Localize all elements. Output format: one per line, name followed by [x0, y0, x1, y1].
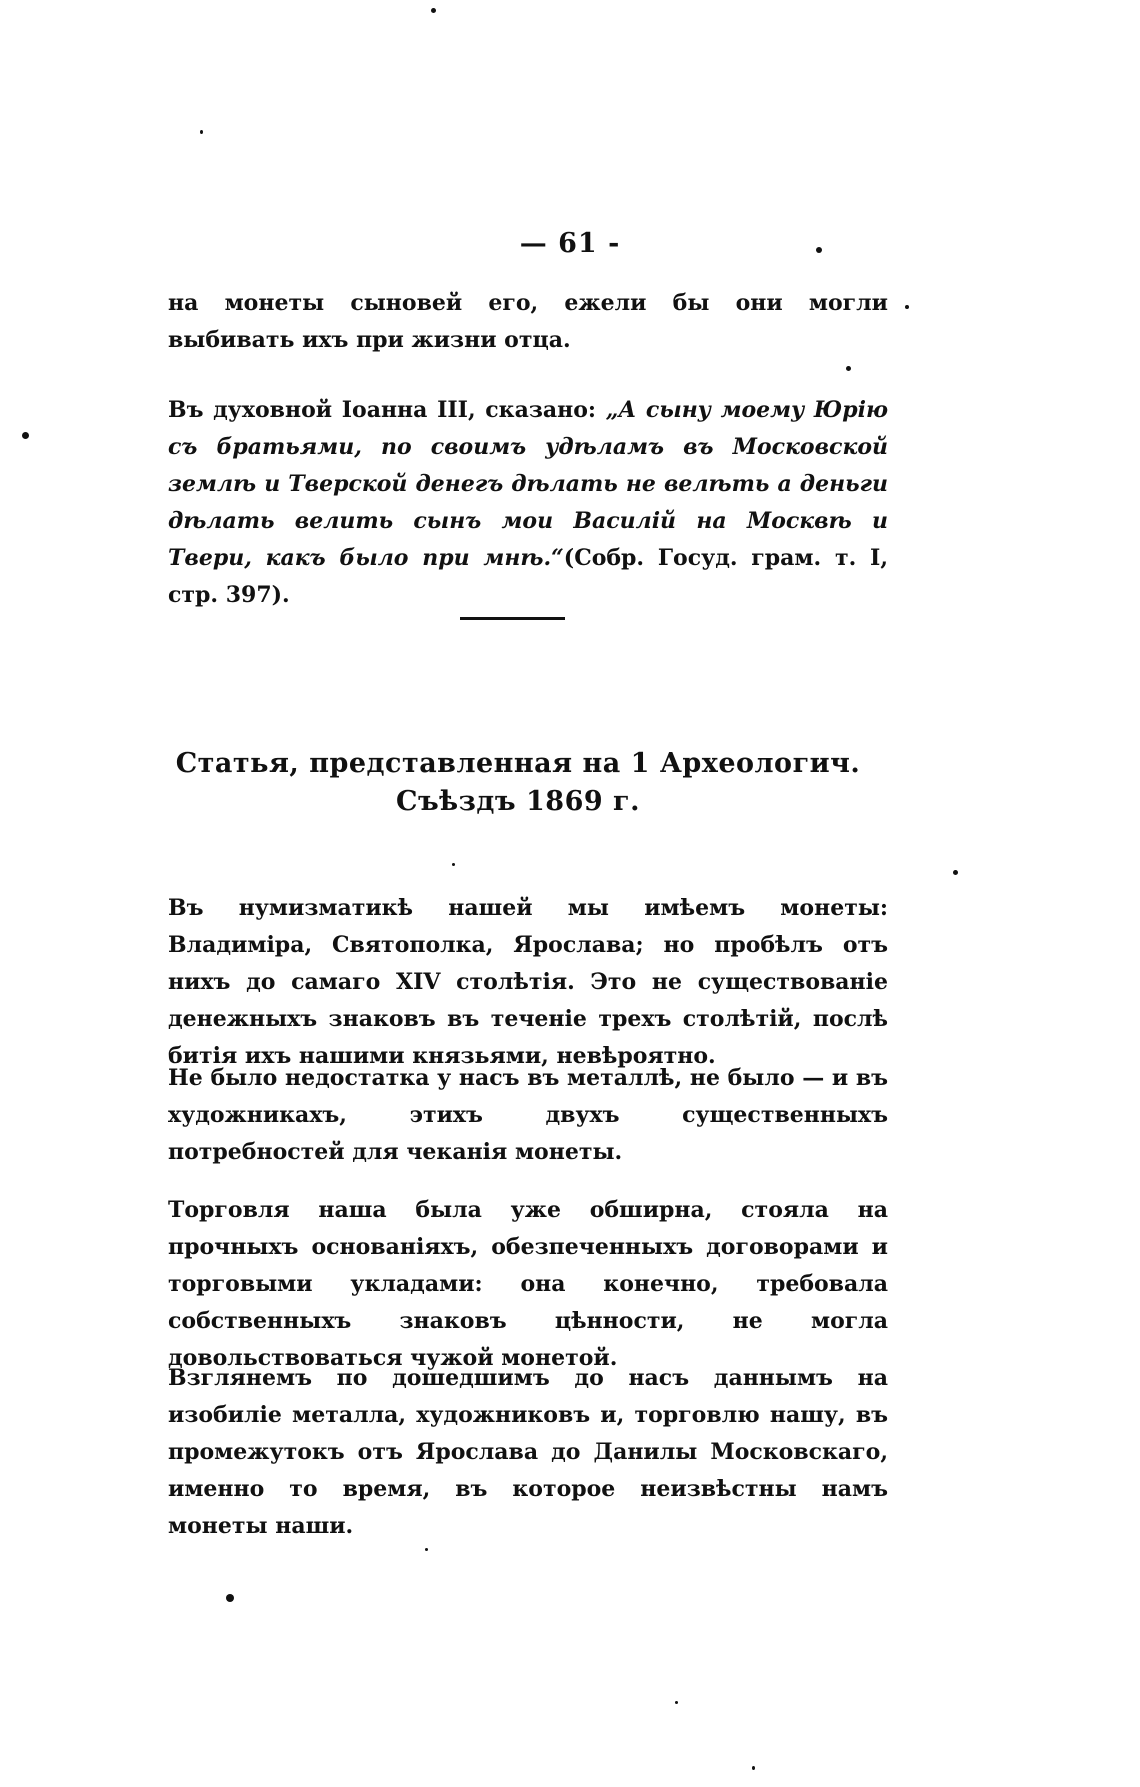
paragraph-text: Въ нумизматикѣ нашей мы имѣемъ монеты: Владиміра, Святополка, Ярослава; но пробѣлъ отъ нихъ до самаго XIV столѣтія. Это не существованіе денежныхъ знаковъ въ теченіе трехъ столѣтій, послѣ битія ихъ нашими князьями, невѣроятно. — [168, 895, 888, 1069]
paragraph-text: Торговля наша была уже обширна, стояла на прочныхъ основаніяхъ, обезпеченныхъ договорами и торговыми укладами: она конечно, требовала собственныхъ знаковъ цѣнности, не могла довольствоваться чужой монетой. — [168, 1197, 888, 1371]
paragraph-text: Взглянемъ по дошедшимъ до насъ даннымъ на изобиліе металла, художниковъ и, торговлю нашу, въ промежутокъ отъ Ярослава до Данилы Московскаго, именно то время, въ которое неизвѣстны намъ монеты наши. — [168, 1365, 888, 1539]
continuation-paragraph — [168, 285, 888, 359]
page-number: — 61 - — [519, 228, 621, 259]
testament-lead: Въ духовной Іоанна III, сказано: — [168, 397, 606, 423]
scan-speck — [953, 870, 958, 875]
body-paragraph-4 — [168, 1360, 888, 1545]
paragraph-text: Не было недостатка у насъ въ металлѣ, не было — и въ художникахъ, этихъ двухъ существенныхъ потребностей для чеканія монеты. — [168, 1065, 888, 1165]
scan-speck — [452, 863, 455, 866]
article-heading: Статья, представленная на 1 Археологич. Съѣздъ 1869 г. — [175, 748, 861, 817]
scan-speck — [846, 366, 851, 371]
scan-speck — [431, 8, 436, 13]
scan-speck — [425, 1548, 428, 1551]
body-paragraph-2 — [168, 1060, 888, 1171]
body-paragraph-3 — [168, 1192, 888, 1377]
scan-speck — [675, 1701, 678, 1704]
scan-speck — [22, 432, 29, 439]
testament-citation: (Собр. Госуд. грам. т. I, стр. 397). — [168, 545, 888, 608]
testament-text — [168, 392, 888, 614]
scan-speck — [905, 305, 909, 309]
continuation-text: на монеты сыновей его, ежели бы они могли выбивать ихъ при жизни отца. — [168, 290, 888, 353]
scan-speck — [226, 1594, 234, 1602]
testament-paragraph — [168, 392, 888, 614]
scan-speck — [816, 247, 822, 253]
scan-speck — [200, 130, 203, 134]
scan-speck — [752, 1766, 755, 1770]
section-divider — [460, 617, 565, 620]
body-paragraph-1 — [168, 890, 888, 1075]
testament-quote: „А сыну моему Юрію съ братьями, по своимъ удѣламъ въ Московской землѣ и Тверской денегъ дѣлать не велѣть а деньги дѣлать велить сынъ мои Василій на Москвѣ и Твери, какъ было при мнѣ.“ — [168, 397, 889, 571]
